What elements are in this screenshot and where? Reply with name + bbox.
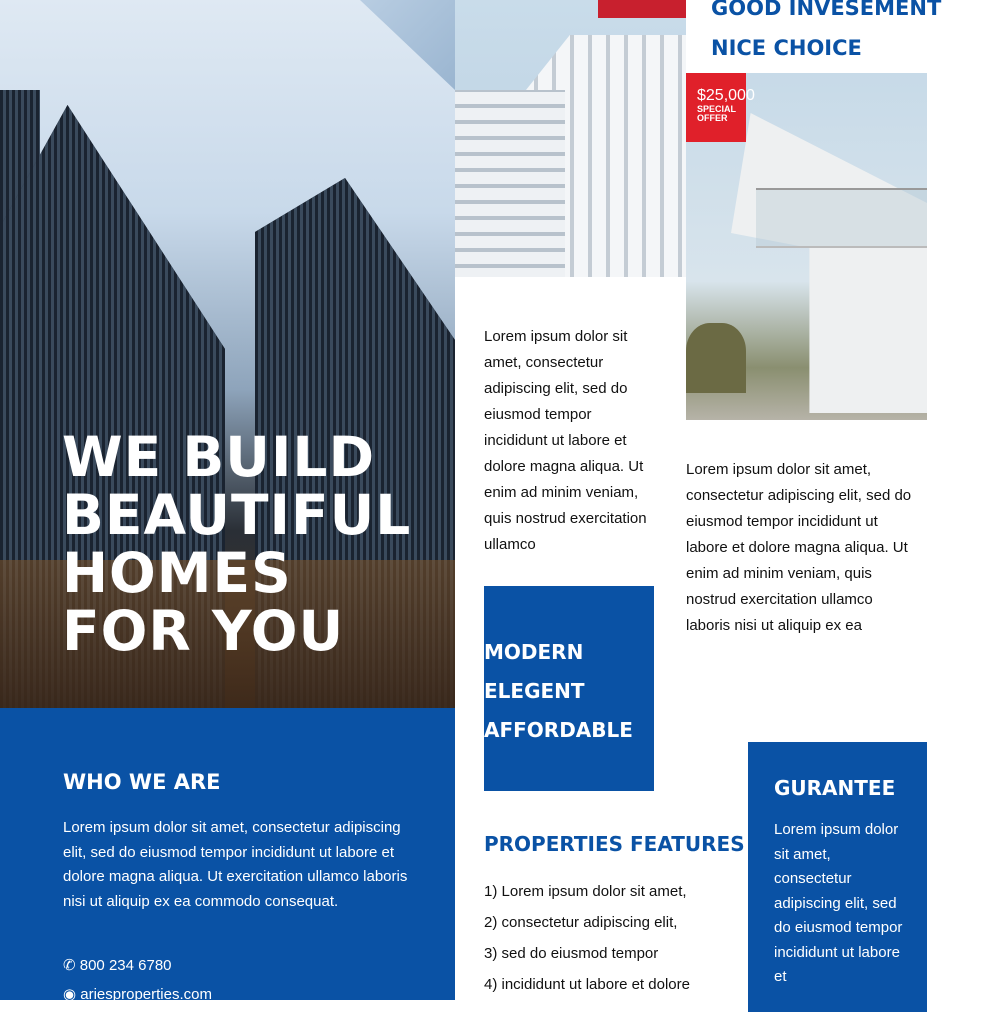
list-item: 1) Lorem ipsum dolor sit amet, <box>484 883 687 900</box>
special-offer-badge <box>686 73 755 142</box>
hero-title-line: WE BUILD <box>62 425 376 489</box>
white-building-image <box>455 0 686 277</box>
hero-title-line: HOMES <box>62 541 292 605</box>
hero-title-line: FOR YOU <box>62 599 345 663</box>
hero-title-line: BEAUTIFUL <box>62 483 412 547</box>
website-link[interactable]: ariesproperties.com <box>80 986 212 1003</box>
who-we-are-text: Lorem ipsum dolor sit amet, consectetur adipiscing elit, sed do eiusmod tempor incididunt ut labore et dolore magna aliqua. Ut exercitation ullamco laboris nisi ut aliquip ex ea commodo consequat. <box>63 819 408 910</box>
list-item: 2) consectetur adipiscing elit, <box>484 914 678 931</box>
list-item: 4) incididunt ut labore et dolore <box>484 976 690 993</box>
hero-title <box>62 425 412 663</box>
investment-heading <box>711 0 941 68</box>
tagline-box <box>484 586 654 791</box>
who-we-are-title: WHO WE ARE <box>63 770 221 794</box>
guarantee-text: Lorem ipsum dolor sit amet, consectetur adipiscing elit, sed do eiusmod tempor incididunt ut labore et <box>774 821 903 985</box>
guarantee-title: GURANTEE <box>774 776 896 800</box>
tagline-line: AFFORDABLE <box>484 718 633 742</box>
offer-label: OFFER <box>697 113 728 123</box>
globe-icon: ◉ <box>63 986 77 1003</box>
red-accent-block <box>598 0 686 18</box>
guarantee-box <box>748 742 927 1012</box>
heading-line: NICE CHOICE <box>711 36 862 60</box>
heading-line: GOOD INVESEMENT <box>711 0 942 20</box>
phone-contact <box>63 956 172 974</box>
offer-label: SPECIAL <box>697 104 737 114</box>
phone-number: 800 234 6780 <box>79 957 172 974</box>
phone-icon: ✆ <box>63 957 76 974</box>
right-body-text: Lorem ipsum dolor sit amet, consectetur adipiscing elit, sed do eiusmod tempor incididunt ut labore et dolore magna aliqua. Ut enim ad minim veniam, quis nostrud exercitation ullamco laboris nisi ut aliquip ex ea <box>686 461 912 634</box>
features-list <box>484 876 690 1000</box>
tagline-line: MODERN <box>484 640 584 664</box>
website-contact[interactable] <box>63 985 212 1003</box>
tagline-line: ELEGENT <box>484 679 585 703</box>
middle-body-text: Lorem ipsum dolor sit amet, consectetur adipiscing elit, sed do eiusmod tempor incididunt ut labore et dolore magna aliqua. Ut enim ad minim veniam, quis nostrud exercitation ullamco <box>484 328 647 553</box>
features-title: PROPERTIES FEATURES <box>484 832 745 856</box>
offer-price: $25,000 <box>697 87 755 104</box>
list-item: 3) sed do eiusmod tempor <box>484 945 659 962</box>
